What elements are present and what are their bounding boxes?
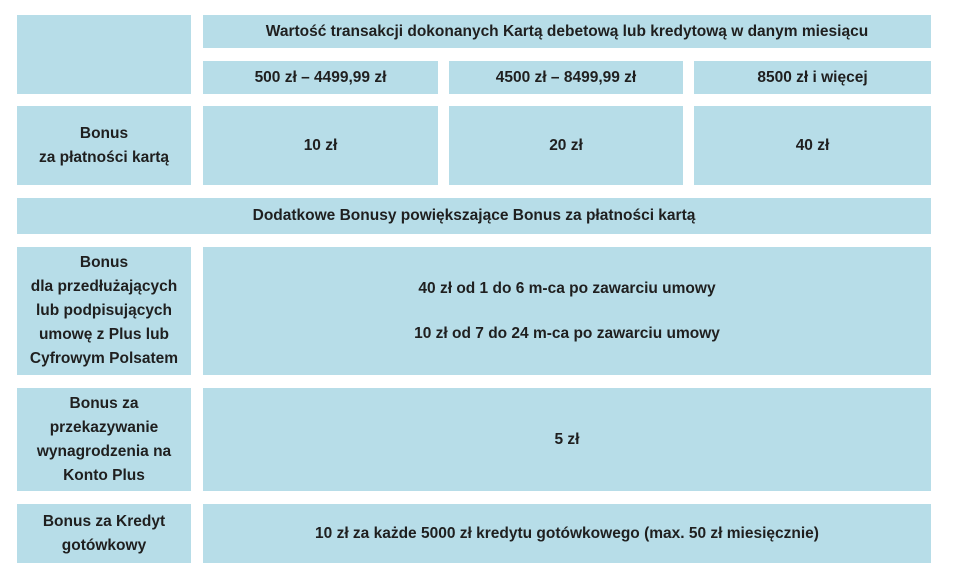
corner-empty-cell — [17, 15, 191, 94]
bonus-plus-value — [203, 247, 931, 375]
bonus-plus-value-line: 40 zł od 1 do 6 m-ca po zawarciu umowy — [418, 279, 716, 297]
bonus-card-value-2 — [449, 106, 683, 185]
range-header-3 — [694, 61, 931, 94]
bonus-plus-label-line: dla przedłużających — [30, 278, 178, 295]
bonus-card-value-text: 40 zł — [795, 136, 830, 154]
bonus-card-label — [17, 106, 191, 185]
bonus-card-value-text: 10 zł — [303, 136, 338, 154]
bonus-salary-value — [203, 388, 931, 491]
bonus-card-value-3 — [694, 106, 931, 185]
bonus-plus-label-line: Bonus — [79, 254, 129, 271]
bonus-credit-value-text: 10 zł za każde 5000 zł kredytu gotówkowego (max. 50 zł miesięcznie) — [315, 524, 819, 542]
additional-bonuses-header-text: Dodatkowe Bonusy powiększające Bonus za płatności kartą — [252, 207, 696, 224]
bonus-plus-label-line: Cyfrowym Polsatem — [29, 350, 179, 367]
range-header-2 — [449, 61, 683, 94]
bonus-salary-label-line: Bonus za — [69, 394, 139, 412]
additional-bonuses-header — [17, 198, 931, 234]
bonus-salary-label-line: Konto Plus — [63, 466, 145, 484]
bonus-plus-label-line: umowę z Plus lub — [38, 326, 170, 343]
bonus-card-label-line: za płatności kartą — [38, 148, 170, 166]
range-header-2-text: 4500 zł – 8499,99 zł — [495, 68, 637, 86]
bonus-card-value-text: 20 zł — [549, 136, 583, 154]
transaction-value-header-text: Wartość transakcji dokonanych Kartą debetową lub kredytową w danym miesiącu — [265, 22, 869, 40]
bonus-credit-label — [17, 504, 191, 563]
bonus-plus-label — [17, 247, 191, 375]
bonus-credit-value — [203, 504, 931, 563]
bonus-salary-label-line: przekazywanie — [49, 418, 159, 436]
range-header-1 — [203, 61, 438, 94]
bonus-card-value-1 — [203, 106, 438, 185]
bonus-credit-label-line: gotówkowy — [61, 536, 147, 554]
bonus-salary-value-text: 5 zł — [554, 430, 580, 448]
bonus-plus-value-line: 10 zł od 7 do 24 m-ca po zawarciu umowy — [414, 324, 720, 342]
transaction-value-header — [203, 15, 931, 48]
bonus-salary-label-line: wynagrodzenia na — [36, 442, 172, 460]
range-header-3-text: 8500 zł i więcej — [757, 68, 868, 86]
bonus-plus-label-line: lub podpisujących — [35, 302, 173, 319]
bonus-credit-label-line: Bonus za Kredyt — [42, 512, 166, 530]
range-header-1-text: 500 zł – 4499,99 zł — [254, 68, 387, 86]
bonus-salary-label — [17, 388, 191, 491]
bonus-card-label-line: Bonus — [79, 124, 129, 142]
